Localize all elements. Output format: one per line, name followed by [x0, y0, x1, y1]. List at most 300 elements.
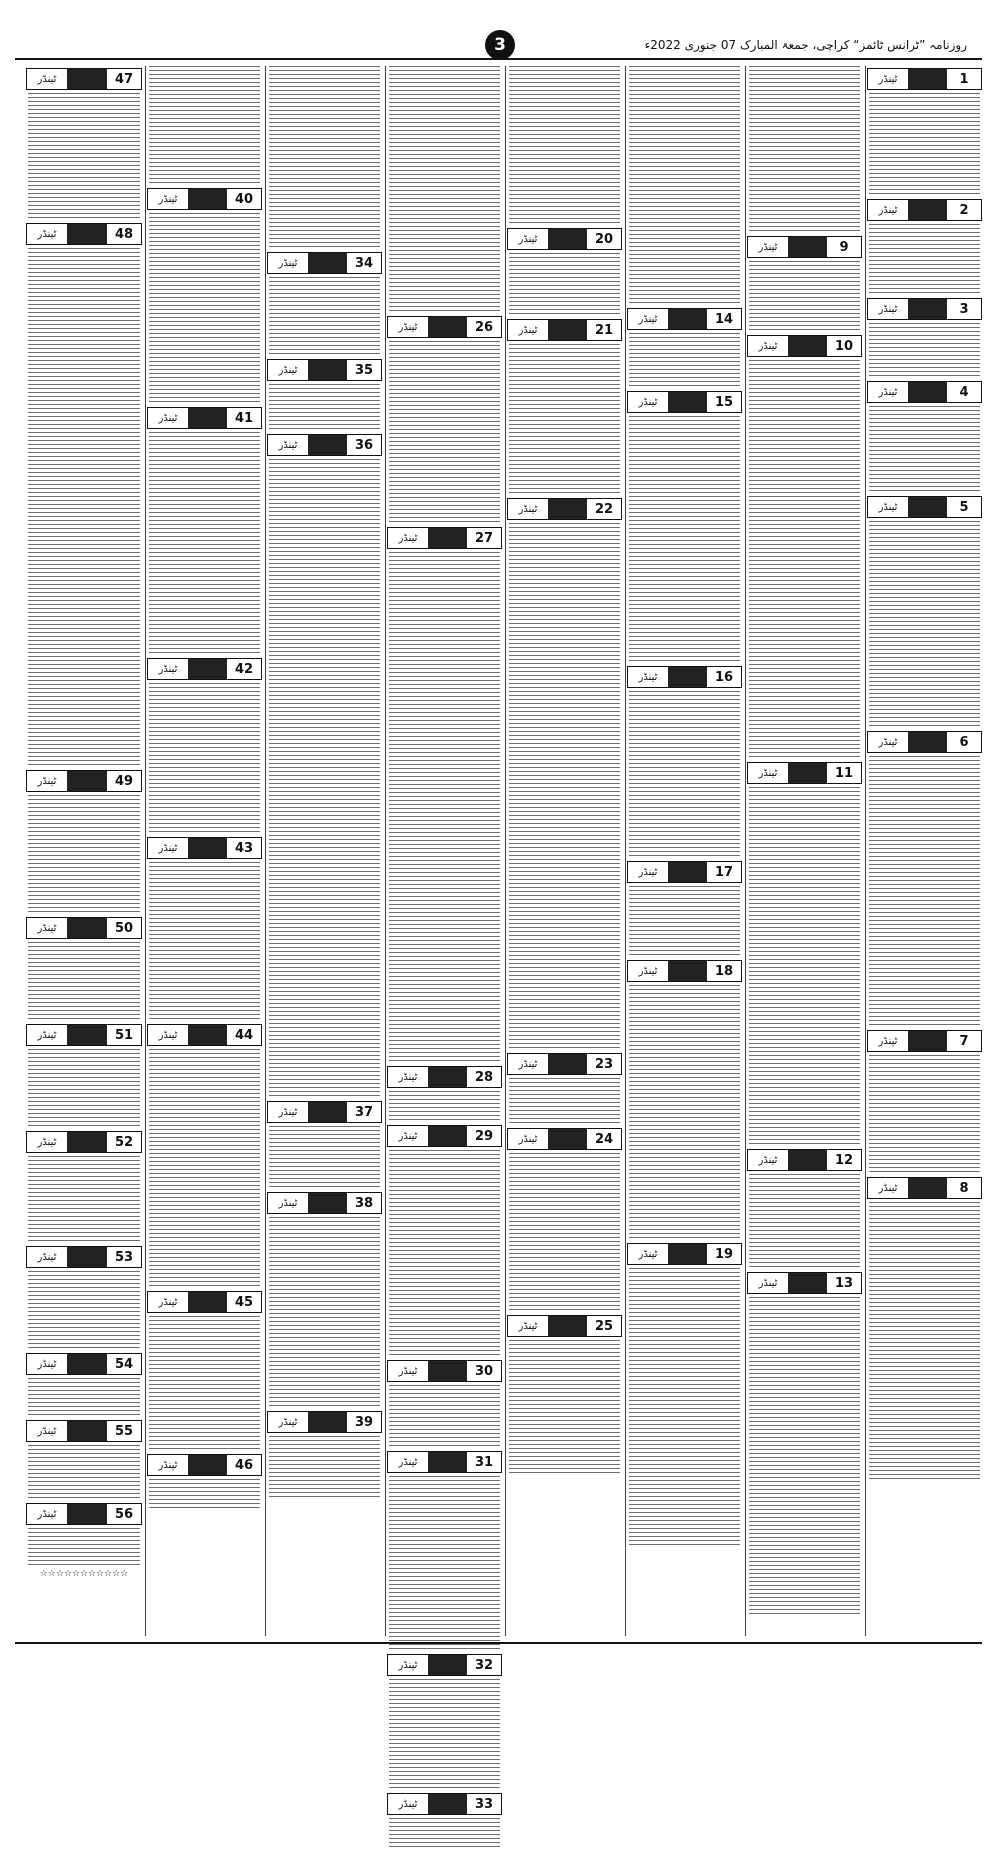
- tender-header: [267, 252, 382, 274]
- tender-body-text: [509, 1340, 620, 1476]
- tender-body-text: [869, 224, 980, 296]
- tender-label: ٹینڈر: [398, 1071, 418, 1083]
- tender-label: ٹینڈر: [638, 313, 658, 325]
- tender-header-bar: [548, 1316, 587, 1336]
- tender-body-text: [28, 1271, 140, 1351]
- tender-label: ٹینڈر: [398, 321, 418, 333]
- tender-body-text: [149, 66, 260, 186]
- tender-body-text: [149, 683, 260, 835]
- tender-number: 38: [354, 1195, 374, 1211]
- tender-header-bar: [67, 1025, 107, 1045]
- tender-body-text: [509, 253, 620, 317]
- tender-body-text: [149, 1316, 260, 1452]
- tender-header: [867, 496, 982, 518]
- footer-rule: [15, 1642, 982, 1644]
- tender-body-text: [869, 521, 980, 729]
- tender-header-bar: [67, 1132, 107, 1152]
- tender-label: ٹینڈر: [398, 1659, 418, 1671]
- tender-body-text: [629, 691, 740, 859]
- tender-number: 41: [234, 410, 254, 426]
- tender-header-bar: [428, 317, 467, 337]
- tender-label: ٹینڈر: [158, 1296, 178, 1308]
- tender-label: ٹینڈر: [398, 1130, 418, 1142]
- tender-header-bar: [908, 1031, 947, 1051]
- tender-label: ٹینڈر: [878, 1182, 898, 1194]
- tender-header: [387, 1654, 502, 1676]
- tender-body-text: [869, 406, 980, 494]
- tender-body-text: [389, 1679, 500, 1791]
- tender-body-text: [149, 1049, 260, 1289]
- tender-number: 46: [234, 1457, 254, 1473]
- tender-body-text: [389, 1385, 500, 1449]
- tender-number: 45: [234, 1294, 254, 1310]
- tender-number: 53: [114, 1249, 134, 1265]
- tender-header-bar: [788, 237, 827, 257]
- tender-label: ٹینڈر: [398, 1798, 418, 1810]
- tender-body-text: [28, 93, 140, 221]
- tender-header: [387, 527, 502, 549]
- column: [865, 66, 983, 1636]
- tender-label: ٹینڈر: [638, 866, 658, 878]
- tender-number: 55: [114, 1423, 134, 1439]
- tender-body-text: [269, 66, 380, 250]
- tender-label: ٹینڈر: [37, 1136, 57, 1148]
- tender-label: ٹینڈر: [37, 922, 57, 934]
- tender-header: [867, 1030, 982, 1052]
- tender-body-text: [749, 1297, 860, 1617]
- tender-number: 36: [354, 437, 374, 453]
- tender-number: 18: [714, 963, 734, 979]
- tender-label: ٹینڈر: [638, 965, 658, 977]
- tender-number: 24: [594, 1131, 614, 1147]
- tender-body-text: [749, 261, 860, 333]
- tender-body-text: [28, 1528, 140, 1568]
- tender-body-text: [28, 795, 140, 915]
- tender-header-bar: [308, 1193, 347, 1213]
- tender-label: ٹینڈر: [158, 663, 178, 675]
- tender-label: ٹینڈر: [278, 439, 298, 451]
- tender-header-bar: [67, 918, 107, 938]
- tender-body-text: [28, 942, 140, 1022]
- column: [745, 66, 863, 1636]
- tender-header: [147, 188, 262, 210]
- tender-number: 49: [114, 773, 134, 789]
- tender-body-text: [869, 93, 980, 197]
- tender-header-bar: [428, 1794, 467, 1814]
- tender-header: [267, 1192, 382, 1214]
- tender-header-bar: [188, 838, 227, 858]
- tender-body-text: [629, 886, 740, 958]
- tender-number: 48: [114, 226, 134, 242]
- tender-label: ٹینڈر: [878, 73, 898, 85]
- tender-body-text: [269, 1126, 380, 1190]
- tender-number: 54: [114, 1356, 134, 1372]
- tender-label: ٹینڈر: [158, 842, 178, 854]
- tender-header-bar: [428, 528, 467, 548]
- tender-number: 40: [234, 191, 254, 207]
- tender-number: 8: [959, 1180, 969, 1196]
- column: [505, 66, 623, 1636]
- tender-header: [26, 917, 142, 939]
- tender-number: 12: [834, 1152, 854, 1168]
- tender-header: [147, 1454, 262, 1476]
- masthead: [0, 0, 997, 60]
- tender-number: 33: [474, 1796, 494, 1812]
- tender-body-text: [269, 1217, 380, 1409]
- tender-header: [507, 319, 622, 341]
- tender-number: 51: [114, 1027, 134, 1043]
- tender-header: [387, 1125, 502, 1147]
- tender-header-bar: [668, 961, 707, 981]
- tender-header-bar: [188, 659, 227, 679]
- tender-number: 6: [959, 734, 969, 750]
- tender-header: [147, 1291, 262, 1313]
- tender-label: ٹینڈر: [878, 1035, 898, 1047]
- tender-header: [147, 407, 262, 429]
- tender-header: [867, 199, 982, 221]
- tender-header-bar: [788, 1150, 827, 1170]
- tender-header: [867, 298, 982, 320]
- tender-number: 29: [474, 1128, 494, 1144]
- tender-body-text: [149, 213, 260, 405]
- tender-number: 27: [474, 530, 494, 546]
- tender-number: 2: [959, 202, 969, 218]
- tender-body-text: [509, 1153, 620, 1313]
- tender-label: ٹینڈر: [398, 1456, 418, 1468]
- column: [265, 66, 383, 1636]
- tender-body-text: [269, 277, 380, 357]
- tender-header-bar: [908, 382, 947, 402]
- tender-header: [387, 1451, 502, 1473]
- tender-header-bar: [308, 435, 347, 455]
- tender-body-text: [629, 333, 740, 389]
- tender-label: ٹینڈر: [518, 1320, 538, 1332]
- tender-header-bar: [67, 69, 107, 89]
- tender-header: [627, 666, 742, 688]
- tender-body-text: [869, 1202, 980, 1482]
- tender-label: ٹینڈر: [518, 1058, 538, 1070]
- tender-label: ٹینڈر: [158, 1459, 178, 1471]
- tender-number: 32: [474, 1657, 494, 1673]
- tender-number: 19: [714, 1246, 734, 1262]
- tender-header: [267, 434, 382, 456]
- tender-header: [627, 391, 742, 413]
- tender-label: ٹینڈر: [878, 386, 898, 398]
- tender-header: [26, 1353, 142, 1375]
- tender-label: ٹینڈر: [638, 671, 658, 683]
- tender-label: ٹینڈر: [37, 1029, 57, 1041]
- tender-header-bar: [548, 320, 587, 340]
- tender-body-text: [28, 1378, 140, 1418]
- tender-header-bar: [67, 1354, 107, 1374]
- tender-label: ٹینڈر: [398, 1365, 418, 1377]
- tender-header: [747, 762, 862, 784]
- tender-body-text: [869, 1055, 980, 1175]
- tender-body-text: [749, 360, 860, 760]
- tender-label: ٹینڈر: [758, 1154, 778, 1166]
- tender-number: 30: [474, 1363, 494, 1379]
- tender-header: [627, 960, 742, 982]
- tender-number: 26: [474, 319, 494, 335]
- tender-number: 39: [354, 1414, 374, 1430]
- tender-number: 1: [959, 71, 969, 87]
- tender-body-text: [629, 66, 740, 306]
- tender-number: 34: [354, 255, 374, 271]
- tender-header: [747, 1272, 862, 1294]
- tender-header: [867, 381, 982, 403]
- tender-body-text: [389, 1476, 500, 1652]
- tender-body-text: [869, 756, 980, 1028]
- tender-number: 25: [594, 1318, 614, 1334]
- tender-header: [147, 658, 262, 680]
- tender-body-text: [389, 1818, 500, 1850]
- tender-label: ٹینڈر: [758, 1277, 778, 1289]
- tender-header-bar: [428, 1067, 467, 1087]
- tender-number: 15: [714, 394, 734, 410]
- tender-header-bar: [67, 1421, 107, 1441]
- tender-label: ٹینڈر: [518, 324, 538, 336]
- column: [385, 66, 503, 1812]
- tender-number: 43: [234, 840, 254, 856]
- tender-header: [507, 498, 622, 520]
- tender-header: [507, 1053, 622, 1075]
- tender-number: 20: [594, 231, 614, 247]
- tender-header-bar: [188, 1292, 227, 1312]
- tender-body-text: [149, 862, 260, 1022]
- tender-header-bar: [668, 1244, 707, 1264]
- tender-header: [507, 1315, 622, 1337]
- tender-body-text: [389, 1091, 500, 1123]
- tender-label: ٹینڈر: [37, 1508, 57, 1520]
- tender-header: [867, 1177, 982, 1199]
- tender-header-bar: [188, 1025, 227, 1045]
- tender-label: ٹینڈر: [878, 501, 898, 513]
- tender-header-bar: [308, 360, 347, 380]
- tender-header: [747, 335, 862, 357]
- tender-body-text: [28, 1156, 140, 1244]
- tender-body-text: [389, 341, 500, 525]
- tender-header: [26, 223, 142, 245]
- tender-label: ٹینڈر: [278, 1106, 298, 1118]
- tender-label: ٹینڈر: [158, 1029, 178, 1041]
- tender-body-text: [509, 1078, 620, 1126]
- tender-header: [147, 1024, 262, 1046]
- tender-label: ٹینڈر: [37, 1425, 57, 1437]
- tender-body-text: [749, 787, 860, 1147]
- header-rule: [15, 58, 982, 60]
- tender-header-bar: [908, 732, 947, 752]
- tender-label: ٹینڈر: [278, 1197, 298, 1209]
- tender-header: [267, 359, 382, 381]
- tender-number: 22: [594, 501, 614, 517]
- tender-header-bar: [548, 1129, 587, 1149]
- tender-label: ٹینڈر: [158, 412, 178, 424]
- tender-header-bar: [428, 1452, 467, 1472]
- tender-body-text: [389, 552, 500, 1064]
- tender-header: [26, 1503, 142, 1525]
- tender-header: [267, 1101, 382, 1123]
- tender-header-bar: [67, 1247, 107, 1267]
- tender-header-bar: [668, 862, 707, 882]
- tender-label: ٹینڈر: [638, 1248, 658, 1260]
- tender-label: ٹینڈر: [278, 364, 298, 376]
- tender-header-bar: [548, 1054, 587, 1074]
- tender-label: ٹینڈر: [278, 257, 298, 269]
- tender-body-text: [629, 985, 740, 1241]
- tender-body-text: [869, 323, 980, 379]
- tender-number: 13: [834, 1275, 854, 1291]
- tender-header-bar: [668, 667, 707, 687]
- page-number-badge: 3: [485, 30, 515, 60]
- tender-header: [627, 1243, 742, 1265]
- tender-number: 3: [959, 301, 969, 317]
- tender-header-bar: [668, 392, 707, 412]
- tender-number: 28: [474, 1069, 494, 1085]
- tender-header: [387, 1360, 502, 1382]
- tender-number: 7: [959, 1033, 969, 1049]
- tender-header: [867, 68, 982, 90]
- tender-header-bar: [908, 497, 947, 517]
- tender-header-bar: [308, 1102, 347, 1122]
- tender-body-text: [149, 1479, 260, 1511]
- tender-number: 17: [714, 864, 734, 880]
- tender-header-bar: [908, 200, 947, 220]
- tender-header-bar: [67, 224, 107, 244]
- tender-number: 44: [234, 1027, 254, 1043]
- tender-label: ٹینڈر: [518, 233, 538, 245]
- tender-number: 50: [114, 920, 134, 936]
- tender-body-text: [269, 1436, 380, 1500]
- tender-label: ٹینڈر: [158, 193, 178, 205]
- tender-body-text: [28, 1445, 140, 1501]
- tender-label: ٹینڈر: [37, 775, 57, 787]
- tender-number: 31: [474, 1454, 494, 1470]
- tender-header-bar: [788, 763, 827, 783]
- tender-label: ٹینڈر: [278, 1416, 298, 1428]
- footer-stars: ☆☆☆☆☆☆☆☆☆☆☆: [39, 1569, 129, 1579]
- tender-header: [507, 1128, 622, 1150]
- tender-body-text: [749, 1174, 860, 1270]
- tender-body-text: [149, 432, 260, 656]
- tender-header: [26, 770, 142, 792]
- tender-body-text: [269, 459, 380, 1099]
- tender-body-text: [28, 1049, 140, 1129]
- tender-label: ٹینڈر: [37, 228, 57, 240]
- tender-body-text: [749, 66, 860, 234]
- tender-header-bar: [788, 336, 827, 356]
- tender-header-bar: [788, 1273, 827, 1293]
- tender-header: [26, 68, 142, 90]
- tender-header-bar: [908, 1178, 947, 1198]
- tender-header-bar: [548, 229, 587, 249]
- tender-header: [867, 731, 982, 753]
- tender-body-text: [389, 66, 500, 314]
- tender-body-text: [629, 1268, 740, 1548]
- tender-number: 5: [959, 499, 969, 515]
- tender-number: 10: [834, 338, 854, 354]
- tender-body-text: [389, 1150, 500, 1358]
- tender-number: 52: [114, 1134, 134, 1150]
- tender-label: ٹینڈر: [878, 736, 898, 748]
- tender-label: ٹینڈر: [37, 73, 57, 85]
- tender-header-bar: [908, 69, 947, 89]
- tender-header: [26, 1024, 142, 1046]
- tender-number: 4: [959, 384, 969, 400]
- tender-number: 35: [354, 362, 374, 378]
- tender-header-bar: [308, 253, 347, 273]
- tender-header: [267, 1411, 382, 1433]
- tender-body-text: [629, 416, 740, 664]
- tender-number: 56: [114, 1506, 134, 1522]
- tender-label: ٹینڈر: [398, 532, 418, 544]
- tender-header-bar: [308, 1412, 347, 1432]
- tender-header-bar: [188, 189, 227, 209]
- tender-label: ٹینڈر: [758, 767, 778, 779]
- tender-number: 42: [234, 661, 254, 677]
- tender-label: ٹینڈر: [878, 303, 898, 315]
- column: [625, 66, 743, 1636]
- tender-header: [507, 228, 622, 250]
- tender-number: 11: [834, 765, 854, 781]
- tender-number: 23: [594, 1056, 614, 1072]
- column: [145, 66, 263, 1636]
- tender-number: 9: [839, 239, 849, 255]
- tender-header: [26, 1131, 142, 1153]
- masthead-title: روزنامہ ”ٹرانس ٹائمز“ کراچی، جمعۃ المبارک 07 جنوری 2022ء: [644, 38, 967, 52]
- tender-header: [387, 1066, 502, 1088]
- tender-header: [627, 308, 742, 330]
- tender-label: ٹینڈر: [518, 1133, 538, 1145]
- tender-header: [387, 316, 502, 338]
- tender-body-text: [509, 344, 620, 496]
- tender-header: [387, 1793, 502, 1815]
- tender-label: ٹینڈر: [878, 204, 898, 216]
- tender-header-bar: [188, 1455, 227, 1475]
- tender-label: ٹینڈر: [37, 1251, 57, 1263]
- tender-header-bar: [908, 299, 947, 319]
- tender-header-bar: [67, 771, 107, 791]
- tender-body-text: [28, 248, 140, 768]
- tender-header-bar: [668, 309, 707, 329]
- tender-body-text: [269, 384, 380, 432]
- tender-number: 47: [114, 71, 134, 87]
- tender-header: [747, 236, 862, 258]
- tender-label: ٹینڈر: [518, 503, 538, 515]
- column: [25, 66, 143, 1636]
- tender-label: ٹینڈر: [37, 1358, 57, 1370]
- tender-header-bar: [188, 408, 227, 428]
- tender-header-bar: [428, 1126, 467, 1146]
- tender-body-text: [509, 66, 620, 226]
- tender-label: ٹینڈر: [758, 340, 778, 352]
- tender-number: 14: [714, 311, 734, 327]
- tender-columns: [22, 66, 984, 1812]
- tender-label: ٹینڈر: [638, 396, 658, 408]
- tender-header: [627, 861, 742, 883]
- tender-header-bar: [548, 499, 587, 519]
- tender-number: 37: [354, 1104, 374, 1120]
- tender-body-text: [509, 523, 620, 1051]
- tender-label: ٹینڈر: [758, 241, 778, 253]
- tender-number: 16: [714, 669, 734, 685]
- tender-header-bar: [428, 1361, 467, 1381]
- tender-header: [747, 1149, 862, 1171]
- tender-header-bar: [428, 1655, 467, 1675]
- tender-header: [147, 837, 262, 859]
- tender-number: 21: [594, 322, 614, 338]
- tender-header: [26, 1420, 142, 1442]
- tender-header: [26, 1246, 142, 1268]
